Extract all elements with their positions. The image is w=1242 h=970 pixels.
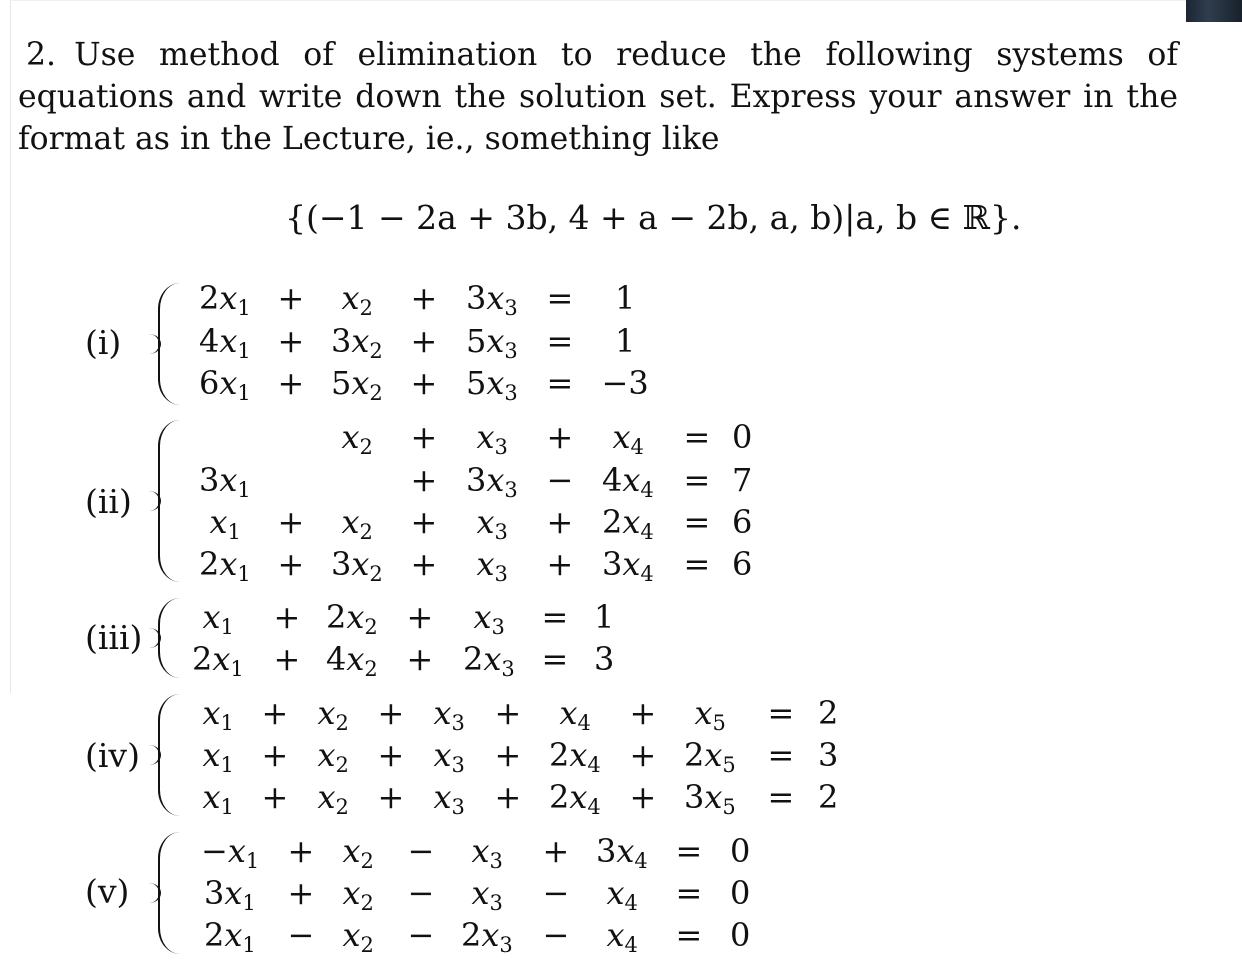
equation-term: + (377, 778, 405, 816)
equation-term: = (767, 736, 795, 774)
equation-term: + (273, 640, 301, 678)
equation-term: 0 (730, 916, 751, 954)
left-brace (158, 283, 182, 405)
equation-term: $3x_1$ (204, 874, 256, 915)
equation-term: $2x_3$ (463, 640, 515, 681)
equation-term: + (542, 832, 570, 870)
system-label: (iv) (85, 736, 140, 775)
equation-term: + (287, 832, 315, 870)
equation-term: $x_5$ (694, 694, 726, 735)
equation-term: $x_4$ (559, 694, 591, 735)
equation-term: = (541, 598, 569, 636)
equation-term: = (683, 418, 711, 456)
equation-term: $3x_4$ (602, 545, 654, 586)
equation-term: −3 (601, 364, 649, 402)
equation-term: − (287, 916, 315, 954)
equation-term: = (546, 322, 574, 360)
left-brace (158, 598, 182, 678)
equation-term: $5x_2$ (331, 364, 383, 405)
equation-term: $x_3$ (476, 418, 508, 459)
equation-term: 6 (732, 503, 753, 541)
equation-term: $x_3$ (471, 832, 503, 873)
equation-term: = (683, 503, 711, 541)
equation-term: $2x_1$ (199, 545, 251, 586)
equation-term: + (494, 736, 522, 774)
corner-thumbnail (1186, 0, 1242, 22)
equation-term: $x_2$ (317, 778, 349, 819)
equation-term: $3x_2$ (331, 545, 383, 586)
equation-term: + (287, 874, 315, 912)
equation-term: $x_3$ (473, 598, 505, 639)
equation-term: $2x_5$ (684, 736, 736, 777)
equation-term: $4x_4$ (602, 461, 654, 502)
equation-term: $6x_1$ (199, 364, 251, 405)
equation-term: + (410, 364, 438, 402)
equation-term: + (410, 545, 438, 583)
equation-term: $x_3$ (433, 694, 465, 735)
equation-term: = (675, 916, 703, 954)
equation-term: = (767, 778, 795, 816)
equation-term: + (377, 736, 405, 774)
equation-term: − (542, 874, 570, 912)
equation-term: $3x_2$ (331, 322, 383, 363)
equation-term: $x_1$ (202, 694, 234, 735)
equation-term: = (683, 545, 711, 583)
equation-term: + (410, 503, 438, 541)
equation-term: + (277, 503, 305, 541)
equation-term: $5x_3$ (466, 322, 518, 363)
equation-term: $-x_1$ (201, 832, 260, 873)
equation-term: 1 (615, 322, 636, 360)
equation-term: + (277, 279, 305, 317)
equation-term: 1 (615, 279, 636, 317)
equation-term: $x_2$ (341, 279, 373, 320)
equation-term: 0 (732, 418, 753, 456)
example-solution-set: {(−1 − 2a + 3b, 4 + a − 2b, a, b)|a, b ∈ ℝ}. (285, 198, 1022, 237)
equation-term: − (546, 461, 574, 499)
equation-term: $x_4$ (606, 874, 638, 915)
equation-term: + (261, 778, 289, 816)
problem-text: Use method of elimination to reduce the following systems of equations and write down the solution set. Express your answer in the format as in the Lecture, ie., something like (18, 37, 1178, 157)
equation-term: $4x_2$ (326, 640, 378, 681)
equation-term: + (406, 598, 434, 636)
equation-term: $x_2$ (341, 418, 373, 459)
equation-term: $x_3$ (433, 736, 465, 777)
equation-term: $2x_4$ (602, 503, 654, 544)
equation-term: + (261, 694, 289, 732)
equation-term: 0 (730, 832, 751, 870)
equation-term: $2x_3$ (461, 916, 513, 957)
equation-term: $4x_1$ (199, 322, 251, 363)
equation-term: = (546, 279, 574, 317)
system-label: (v) (85, 872, 130, 911)
equation-term: $x_1$ (202, 778, 234, 819)
equation-term: 3 (594, 640, 615, 678)
equation-term: $x_2$ (342, 832, 374, 873)
system-label: (ii) (85, 482, 132, 521)
left-brace (158, 694, 182, 816)
equation-term: $3x_1$ (199, 461, 251, 502)
equation-term: $x_1$ (202, 736, 234, 777)
equation-term: $2x_1$ (204, 916, 256, 957)
equation-term: $3x_3$ (466, 279, 518, 320)
system-label: (iii) (85, 618, 143, 657)
equation-term: $x_3$ (476, 545, 508, 586)
equation-term: $x_3$ (433, 778, 465, 819)
equation-term: 3 (818, 736, 839, 774)
system-label: (i) (85, 323, 122, 362)
equation-term: + (273, 598, 301, 636)
equation-term: + (377, 694, 405, 732)
equation-term: + (277, 322, 305, 360)
equation-term: + (410, 461, 438, 499)
equation-term: = (541, 640, 569, 678)
equation-term: + (277, 364, 305, 402)
equation-term: + (261, 736, 289, 774)
equation-term: + (546, 418, 574, 456)
left-brace (158, 420, 182, 582)
equation-term: − (407, 916, 435, 954)
equation-term: $x_1$ (202, 598, 234, 639)
equation-term: $5x_3$ (466, 364, 518, 405)
equation-term: + (406, 640, 434, 678)
equation-term: − (407, 874, 435, 912)
equation-term: − (542, 916, 570, 954)
equation-term: $2x_1$ (199, 279, 251, 320)
equation-term: $2x_2$ (326, 598, 378, 639)
equation-term: − (407, 832, 435, 870)
equation-term: $2x_4$ (549, 736, 601, 777)
equation-term: 2 (818, 778, 839, 816)
equation-term: $x_2$ (317, 736, 349, 777)
equation-term: + (629, 778, 657, 816)
equation-term: = (675, 874, 703, 912)
equation-term: = (546, 364, 574, 402)
equation-term: + (629, 736, 657, 774)
equation-term: + (629, 694, 657, 732)
equation-term: $2x_1$ (192, 640, 244, 681)
equation-term: 2 (818, 694, 839, 732)
equation-term: + (277, 545, 305, 583)
equation-term: = (767, 694, 795, 732)
problem-number: 2. (26, 37, 57, 73)
equation-term: $x_2$ (342, 874, 374, 915)
equation-term: + (410, 279, 438, 317)
equation-term: $x_1$ (209, 503, 241, 544)
equation-term: = (683, 461, 711, 499)
equation-term: + (410, 418, 438, 456)
equation-term: $x_3$ (471, 874, 503, 915)
equation-term: + (494, 694, 522, 732)
equation-term: $3x_4$ (596, 832, 648, 873)
equation-term: + (494, 778, 522, 816)
equation-term: + (410, 322, 438, 360)
equation-term: $x_4$ (606, 916, 638, 957)
equation-term: 7 (732, 461, 753, 499)
problem-statement (18, 34, 1178, 160)
left-brace (158, 832, 182, 954)
equation-term: + (546, 545, 574, 583)
equation-term: $3x_5$ (684, 778, 736, 819)
equation-term: + (546, 503, 574, 541)
equation-term: $x_2$ (341, 503, 373, 544)
equation-term: $x_2$ (317, 694, 349, 735)
equation-term: $3x_3$ (466, 461, 518, 502)
equation-term: 1 (594, 598, 615, 636)
equation-term: $x_3$ (476, 503, 508, 544)
equation-term: 6 (732, 545, 753, 583)
equation-term: $x_4$ (612, 418, 644, 459)
equation-term: = (675, 832, 703, 870)
equation-term: $2x_4$ (549, 778, 601, 819)
equation-term: 0 (730, 874, 751, 912)
equation-term: $x_2$ (342, 916, 374, 957)
